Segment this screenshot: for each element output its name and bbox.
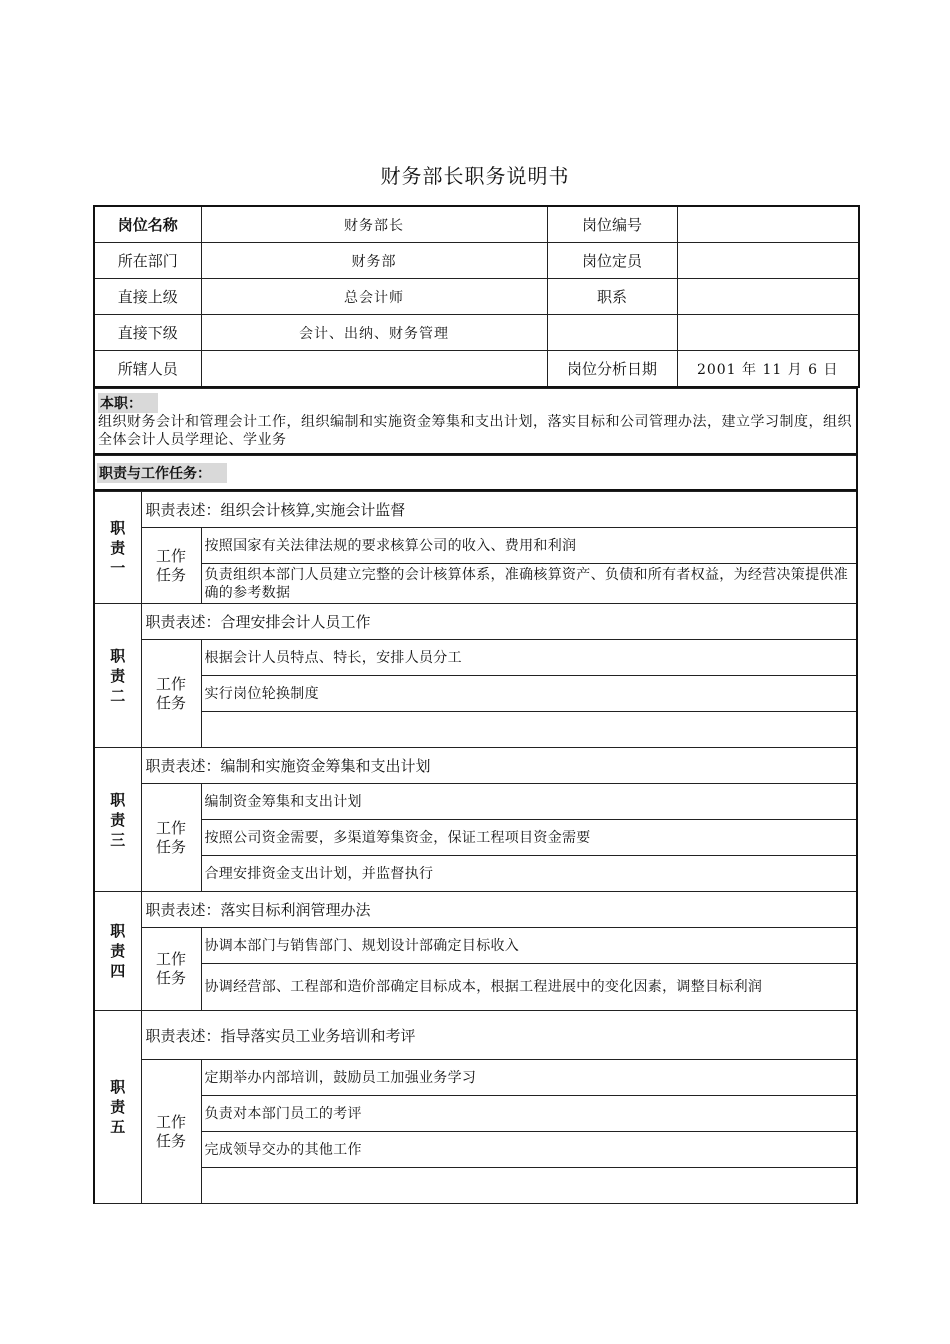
- position-info-table: [93, 205, 860, 388]
- duty-3-task-2: 按照公司资金需要，多渠道筹集资金，保证工程项目资金需要: [201, 820, 857, 856]
- department-value: 财务部: [201, 243, 547, 279]
- duty-5-task-3: 完成领导交办的其他工作: [201, 1132, 857, 1168]
- supervisor-value: 总会计师: [201, 279, 547, 315]
- duty-3-desc-row: [94, 748, 857, 784]
- duty-2-desc-row: [94, 604, 857, 640]
- supervisor-label: 直接上级: [94, 279, 201, 315]
- duty-1-task-row: [94, 528, 857, 564]
- duty-1-task-2: 负责组织本部门人员建立完整的会计核算体系，准确核算资产、负债和所有者权益，为经营决策提供准确的参考数据: [201, 564, 857, 604]
- duty-1-desc-row: [94, 492, 857, 528]
- duty-5-task-row: [94, 1096, 857, 1132]
- duty-4-task-row: [94, 964, 857, 1011]
- duty-1-task-1: 按照国家有关法律法规的要求核算公司的收入、费用和利润: [201, 528, 857, 564]
- duty-3-heading: 职责三: [94, 748, 141, 892]
- duties-header: 职责与工作任务：: [97, 463, 227, 483]
- duty-2-description: 职责表述：合理安排会计人员工作: [141, 604, 857, 640]
- info-row-subordinates: [94, 315, 859, 351]
- duty-2-heading: 职责二: [94, 604, 141, 748]
- duty-5-task-1: 定期举办内部培训，鼓励员工加强业务学习: [201, 1060, 857, 1096]
- staff-label: 所辖人员: [94, 351, 201, 388]
- job-summary-cell: [94, 389, 857, 455]
- duty-3-task-row: [94, 820, 857, 856]
- duty-3-task-row: [94, 856, 857, 892]
- duty-4-description: 职责表述：落实目标利润管理办法: [141, 892, 857, 928]
- duty-5-task-row: [94, 1132, 857, 1168]
- position-code-value: [677, 206, 859, 243]
- duty-5-task-2: 负责对本部门员工的考评: [201, 1096, 857, 1132]
- duties-header-cell: [94, 456, 857, 491]
- duty-2-task-label: 工作任务: [141, 640, 201, 748]
- duty-2-task-2: 实行岗位轮换制度: [201, 676, 857, 712]
- duty-5-task-row: [94, 1168, 857, 1204]
- info-row-supervisor: [94, 279, 859, 315]
- duty-1-task-row: [94, 564, 857, 604]
- empty-label-cell: [547, 315, 677, 351]
- document-title: 财务部长职务说明书: [380, 164, 570, 188]
- duty-4-desc-row: [94, 892, 857, 928]
- duty-3-task-row: [94, 784, 857, 820]
- position-code-label: 岗位编号: [547, 206, 677, 243]
- headcount-label: 岗位定员: [547, 243, 677, 279]
- duty-4-task-2: 协调经营部、工程部和造价部确定目标成本，根据工程进展中的变化因素，调整目标利润: [201, 964, 857, 1011]
- duty-3-task-label: 工作任务: [141, 784, 201, 892]
- duty-5-task-row: [94, 1060, 857, 1096]
- duties-header-table: [93, 455, 858, 491]
- position-name-label: 岗位名称: [94, 206, 201, 243]
- duty-4-task-1: 协调本部门与销售部门、规划设计部确定目标收入: [201, 928, 857, 964]
- duty-2-task-1: 根据会计人员特点、特长，安排人员分工: [201, 640, 857, 676]
- analysis-date-label: 岗位分析日期: [547, 351, 677, 388]
- info-row-staff: [94, 351, 859, 388]
- duty-3-description: 职责表述：编制和实施资金筹集和支出计划: [141, 748, 857, 784]
- position-name-value: 财务部长: [201, 206, 547, 243]
- duty-1-heading: 职责一: [94, 492, 141, 604]
- duty-5-task-label: 工作任务: [141, 1060, 201, 1204]
- job-summary-table: [93, 388, 858, 455]
- duty-3-task-3: 合理安排资金支出计划，并监督执行: [201, 856, 857, 892]
- empty-value-cell: [677, 315, 859, 351]
- info-row-position-name: [94, 206, 859, 243]
- duty-5-desc-row: [94, 1011, 857, 1060]
- duty-2-task-row: [94, 712, 857, 748]
- subordinates-value: 会计、出纳、财务管理: [201, 315, 547, 351]
- info-row-department: [94, 243, 859, 279]
- duty-1-task-label: 工作任务: [141, 528, 201, 604]
- subordinates-label: 直接下级: [94, 315, 201, 351]
- duty-4-heading: 职责四: [94, 892, 141, 1011]
- headcount-value: [677, 243, 859, 279]
- duty-3-task-1: 编制资金筹集和支出计划: [201, 784, 857, 820]
- department-label: 所在部门: [94, 243, 201, 279]
- duty-5-heading: 职责五: [94, 1011, 141, 1204]
- job-family-label: 职系: [547, 279, 677, 315]
- summary-text: 组织财务会计和管理会计工作，组织编制和实施资金筹集和支出计划，落实目标和公司管理办法，建立学习制度，组织全体会计人员学理论、学业务: [98, 414, 852, 448]
- duty-4-task-row: [94, 928, 857, 964]
- duty-5-task-4: [201, 1168, 857, 1204]
- duties-table: [93, 491, 858, 1204]
- duty-4-task-label: 工作任务: [141, 928, 201, 1011]
- duty-2-task-row: [94, 640, 857, 676]
- summary-header: 本职：: [98, 393, 158, 413]
- job-description-form: [93, 205, 858, 1204]
- duty-5-description: 职责表述：指导落实员工业务培训和考评: [141, 1011, 857, 1060]
- duty-1-description: 职责表述：组织会计核算,实施会计监督: [141, 492, 857, 528]
- staff-value: [201, 351, 547, 388]
- duty-2-task-row: [94, 676, 857, 712]
- job-family-value: [677, 279, 859, 315]
- duty-2-task-3: [201, 712, 857, 748]
- analysis-date-value: 2001 年 11 月 6 日: [677, 351, 859, 388]
